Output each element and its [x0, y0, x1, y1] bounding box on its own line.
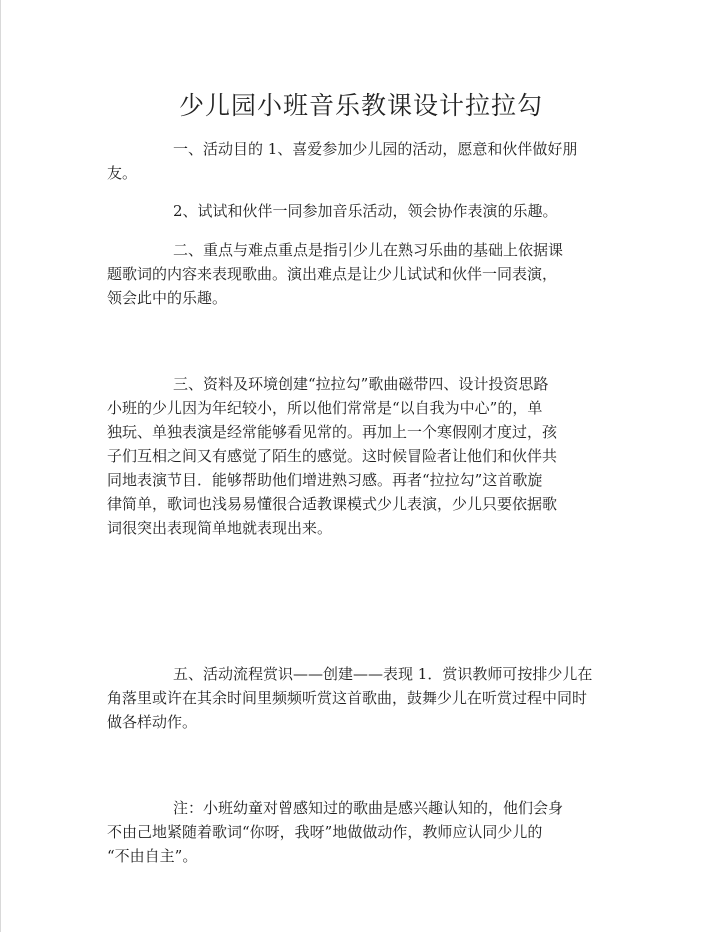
text-line: 词很突出表现简单地就表现出来。	[107, 519, 333, 537]
text-line: 角落里或许在其余时间里频频听赏这首歌曲，鼓舞少儿在听赏过程中同时	[107, 689, 588, 707]
text-line: 题歌词的内容来表现歌曲。演出难点是让少儿试试和伙伴一同表演，	[107, 265, 558, 283]
text-line: 领会此中的乐趣。	[107, 289, 228, 307]
paragraph-key-difficult-points	[107, 238, 607, 310]
text-line: 同地表演节目．能够帮助他们增进熟习感。再者“拉拉勾”这首歌旋	[107, 471, 543, 489]
text-line: 三、资料及环境创建“拉拉勾”歌曲磁带四、设计投资思路	[173, 375, 549, 393]
paragraph-note	[107, 796, 607, 868]
text-line: 2、试试和伙伴一同参加音乐活动，领会协作表演的乐趣。	[173, 202, 558, 220]
text-line: 做各样动作。	[107, 713, 198, 731]
text-line: “不由自主”。	[107, 847, 198, 865]
text-line: 五、活动流程赏识——创建——表现 1．赏识教师可按排少儿在	[173, 665, 593, 683]
text-line: 小班的少儿因为年纪较小，所以他们常常是“以自我为中心”的，单	[107, 399, 543, 417]
paragraph-activity-process	[107, 662, 607, 734]
text-line: 友。	[107, 164, 138, 182]
paragraph-objectives-1	[107, 137, 607, 185]
text-line: 律简单，歌词也浅易易懂很合适教课模式少儿表演，少儿只要依据歌	[107, 495, 558, 513]
document-title: 少儿园小班音乐教课设计拉拉勾	[178, 91, 543, 120]
paragraph-objectives-2	[107, 199, 607, 223]
text-line: 二、重点与难点重点是指引少儿在熟习乐曲的基础上依据课	[173, 241, 564, 259]
paragraph-materials-and-design	[107, 372, 607, 540]
text-line: 注：小班幼童对曾感知过的歌曲是感兴趣认知的，他们会身	[173, 799, 564, 817]
text-line: 不由己地紧随着歌词“你呀，我呀”地做做动作，教师应认同少儿的	[107, 823, 543, 841]
text-line: 独玩、单独表演是经常能够看见常的。再加上一个寒假刚才度过，孩	[107, 423, 558, 441]
text-line: 一、活动目的 1、喜爱参加少儿园的活动，愿意和伙伴做好朋	[173, 140, 578, 158]
text-line: 子们互相之间又有感觉了陌生的感觉。这时候冒险者让他们和伙伴共	[107, 447, 558, 465]
